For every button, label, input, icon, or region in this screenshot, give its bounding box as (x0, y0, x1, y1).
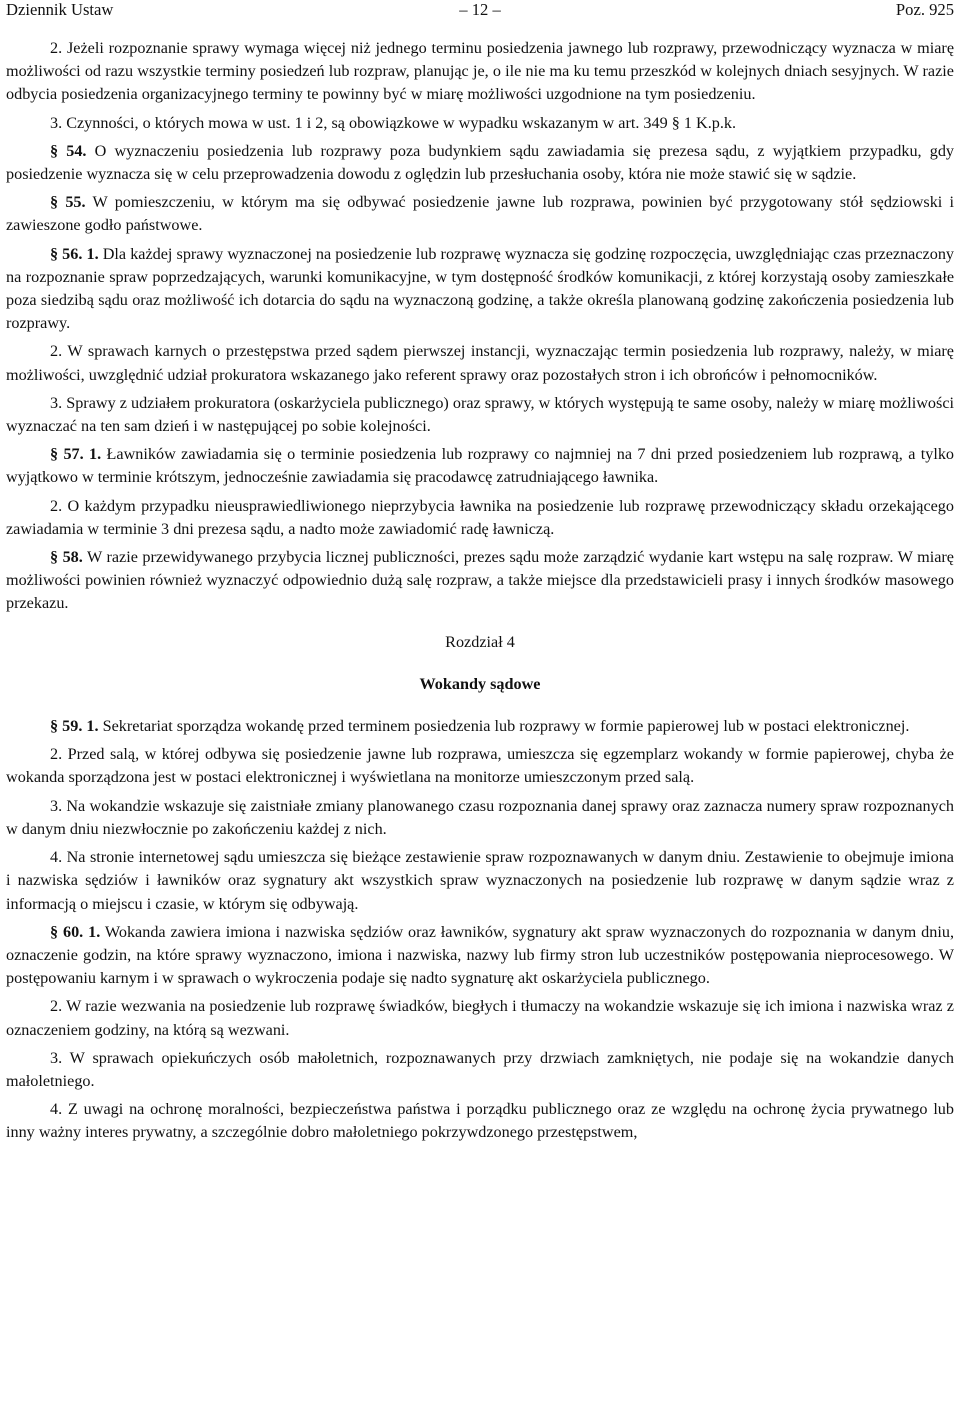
paragraph: § 55. W pomieszczeniu, w którym ma się odbywać posiedzenie jawne lub rozprawa, powinien być przygotowany stół sędziowski i zawieszone godło państwowe. (6, 193, 955, 235)
section-number: § 57. 1. (50, 445, 102, 464)
paragraph: 2. Przed salą, w której odbywa się posiedzenie jawne lub rozprawa, umieszcza się egzemplarz wokandy w formie papierowej, chyba że wokanda sporządzona jest w postaci elektronicznej i wyświetlana na monitorze umieszczonym przed salą. (6, 745, 954, 787)
position-number: Poz. 925 (895, 0, 954, 19)
paragraph: § 57. 1. Ławników zawiadamia się o terminie posiedzenia lub rozprawy co najmniej na 7 dni przed posiedzeniem lub rozprawą, a tylko wyjątkowo w terminie krótszym, jednocześnie zawiadamia się pracodawcę zatrudniającego ławnika. (6, 445, 955, 487)
paragraph: 4. Na stronie internetowej sądu umieszcza się bieżące zestawienie spraw rozpoznawanych w danym dniu. Zestawienie to obejmuje imiona i nazwiska sędziów i ławników oraz sygnatury akt wszystkich spraw wyznaczonych na posiedzenie lub rozprawę w danym sądzie wraz z informacją o miejscu i czasie, w którym się odbywają. (6, 848, 954, 913)
paragraph: 3. W sprawach opiekuńczych osób małoletnich, rozpoznawanych przy drzwiach zamkniętych, nie podaje się na wokandzie danych małoletniego. (6, 1048, 954, 1090)
paragraph: 2. W razie wezwania na posiedzenie lub rozprawę świadków, biegłych i tłumaczy na wokandzie wskazuje się ich imiona i nazwiska wraz z oznaczeniem godziny, na którą są wezwani. (6, 997, 954, 1039)
document-body (6, 37, 954, 1150)
section-number: § 60. 1. (50, 922, 101, 941)
paragraph: § 59. 1. Sekretariat sporządza wokandę przed terminem posiedzenia lub rozprawy w formie papierowej lub w postaci elektronicznej. (50, 717, 910, 736)
chapter-title: Wokandy sądowe (419, 674, 541, 693)
section-number: § 56. 1. (50, 244, 99, 263)
section-number: § 54. (50, 141, 87, 160)
paragraph: 3. Na wokandzie wskazuje się zaistniałe zmiany planowanego czasu rozpoznania danej sprawy oraz zaznacza numery spraw rozpoznanych w danym dniu niezwłocznie po zakończeniu każdej z nich. (6, 796, 954, 838)
paragraph: § 58. W razie przewidywanego przybycia licznej publiczności, prezes sądu może zarządzić wydanie kart wstępu na salę rozpraw. W miarę możliwości powinien również wyznaczyć odpowiednio dużą salę rozpraw, a także miejsce dla przedstawicieli prasy i innych środków masowego przekazu. (6, 548, 954, 613)
journal-name: Dziennik Ustaw (6, 0, 114, 19)
paragraph: 4. Z uwagi na ochronę moralności, bezpieczeństwa państwa i porządku publicznego oraz ze względu na ochronę życia prywatnego lub inny ważny interes prywatny, a szczególnie dobro małoletniego pokrzywdzonego przestępstwem, (6, 1100, 954, 1142)
paragraph: 3. Czynności, o których mowa w ust. 1 i 2, są obowiązkowe w wypadku wskazanym w art. 349 § 1 K.p.k. (50, 113, 737, 132)
page-header (6, 0, 954, 20)
paragraph: § 60. 1. Wokanda zawiera imiona i nazwiska sędziów oraz ławników, sygnatury akt spraw wyznaczonych do rozpoznania w danym dniu, oznaczenie godzin, na które sprawy wyznaczono, imiona i nazwiska, nazwy lub firmy stron lub uczestników postępowania nieprocesowego. W postępowaniu karnym i w sprawach o wykroczenia podaje się nadto sygnaturę akt oskarżyciela publicznego. (6, 922, 954, 988)
paragraph: 2. Jeżeli rozpoznanie sprawy wymaga więcej niż jednego terminu posiedzenia jawnego lub rozprawy, przewodniczący wyznacza w miarę możliwości od razu wszystkie terminy posiedzeń lub rozpraw, planując je, o ile nie ma ku temu przeszkód w kolejnych dniach sesyjnych. W razie odbycia posiedzenia organizacyjnego terminy te powinny być w miarę możliwości uzgodnione na tym posiedzeniu. (6, 39, 954, 104)
chapter-label: Rozdział 4 (445, 632, 515, 651)
section-number: § 59. 1. (50, 717, 99, 736)
paragraph: 3. Sprawy z udziałem prokuratora (oskarżyciela publicznego) oraz sprawy, w których występują te same osoby, należy w miarę możliwości wyznaczać na ten sam dzień i w następującej po sobie kolejności. (6, 393, 954, 436)
paragraph: § 56. 1. Dla każdej sprawy wyznaczonej na posiedzenie lub rozprawę wyznacza się godzinę rozpoczęcia, uwzględniając czas przeznaczony na rozpoznanie spraw poprzedzających, warunki komunikacyjne, w tym dostępność środków komunikacji, z której korzystają osoby zamieszkałe poza siedzibą sądu oraz możliwość ich dotarcia do sądu na wyznaczoną godzinę, a także określa planowaną godzinę zakończenia posiedzenia lub rozprawy. (6, 244, 955, 333)
page-number: – 12 – (459, 0, 501, 19)
paragraph: § 54. O wyznaczeniu posiedzenia lub rozprawy poza budynkiem sądu zawiadamia się prezesa sądu, z wyjątkiem przypadku, gdy posiedzenie wyznacza się w celu przeprowadzenia dowodu z oględzin lub przesłuchania osoby, która nie może stawić się w sądzie. (6, 141, 955, 184)
section-number: § 55. (50, 193, 86, 212)
paragraph: 2. W sprawach karnych o przestępstwa przed sądem pierwszej instancji, wyznaczając termin posiedzenia lub rozprawy, należy, w miarę możliwości, uwzględnić udział prokuratora wskazanego jako referent sprawy oraz pozostałych stron i ich obrońców i pełnomocników. (6, 342, 954, 384)
paragraph: 2. O każdym przypadku nieusprawiedliwionego nieprzybycia ławnika na posiedzenie lub rozprawę przewodniczący składu orzekającego zawiadamia w terminie 3 dni prezesa sądu, a nadto może zawiadomić radę ławniczą. (6, 496, 954, 538)
section-number: § 58. (50, 548, 83, 567)
